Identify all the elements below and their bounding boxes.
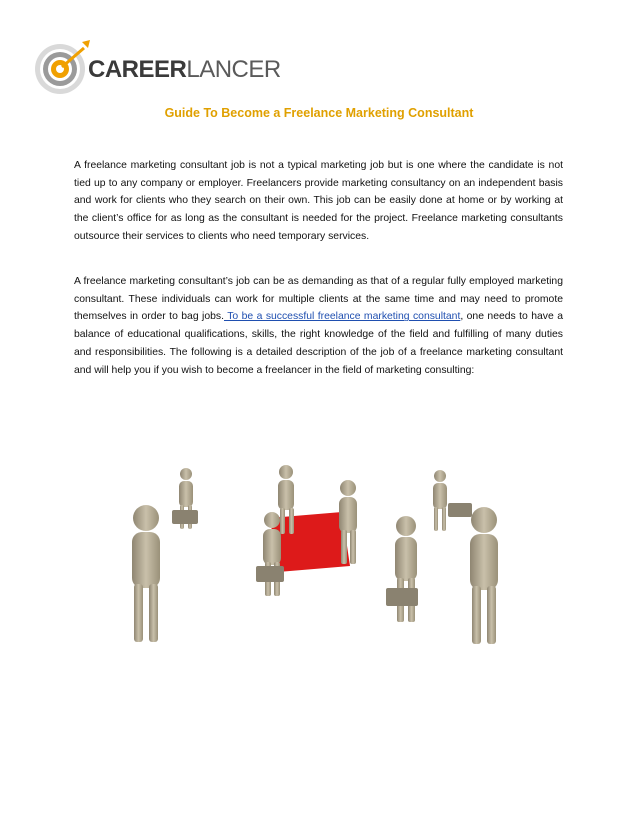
target-icon <box>35 40 90 94</box>
figure-middle-right <box>386 516 418 622</box>
paragraph-details-text-start: A freelance marketing consultant’s job can be as demanding as that of a regular fully employed marketing consultant. These individuals can work for multiple clients at the same time and may need to promote themselves in order to bag jobs. <box>74 276 563 323</box>
figure-front-right <box>470 507 498 644</box>
logo-wordmark <box>88 56 281 84</box>
paragraph-intro: A freelance marketing consultant job is not a typical marketing job but is one where the candidate is not tied up to any company or employer. Freelancers provide marketing consultancy on an independent basis and work for clients who they search on their own. This job can be easily done at home or by working at the client’s office for as long as the consultant is needed for the project. Freelance marketing consultants outsource their services to clients who need temporary services. <box>74 160 563 242</box>
logo-word-career: CAREER <box>88 56 187 83</box>
figure-back-right <box>433 470 472 531</box>
business-figures-illustration <box>110 448 530 658</box>
document-title: Guide To Become a Freelance Marketing Consultant <box>164 106 474 120</box>
paragraph-details-text-end: , one needs to have a balance of educational qualifications, skills, the right knowledge of the field and fulfilling of many duties and responsibilities. The following is a detailed description of the job of a freelance marketing consultant and will help you if you wish to become a freelancer in the field of marketing consulting: <box>74 311 563 376</box>
figure-front-left <box>132 505 160 642</box>
paragraph-details <box>74 273 563 379</box>
logo-word-lancer: LANCER <box>186 56 281 83</box>
successful-consultant-link[interactable]: To be a successful freelance marketing consultant <box>223 311 461 323</box>
figure-center-holding-cloth <box>339 480 357 564</box>
figure-back-left <box>172 468 198 529</box>
